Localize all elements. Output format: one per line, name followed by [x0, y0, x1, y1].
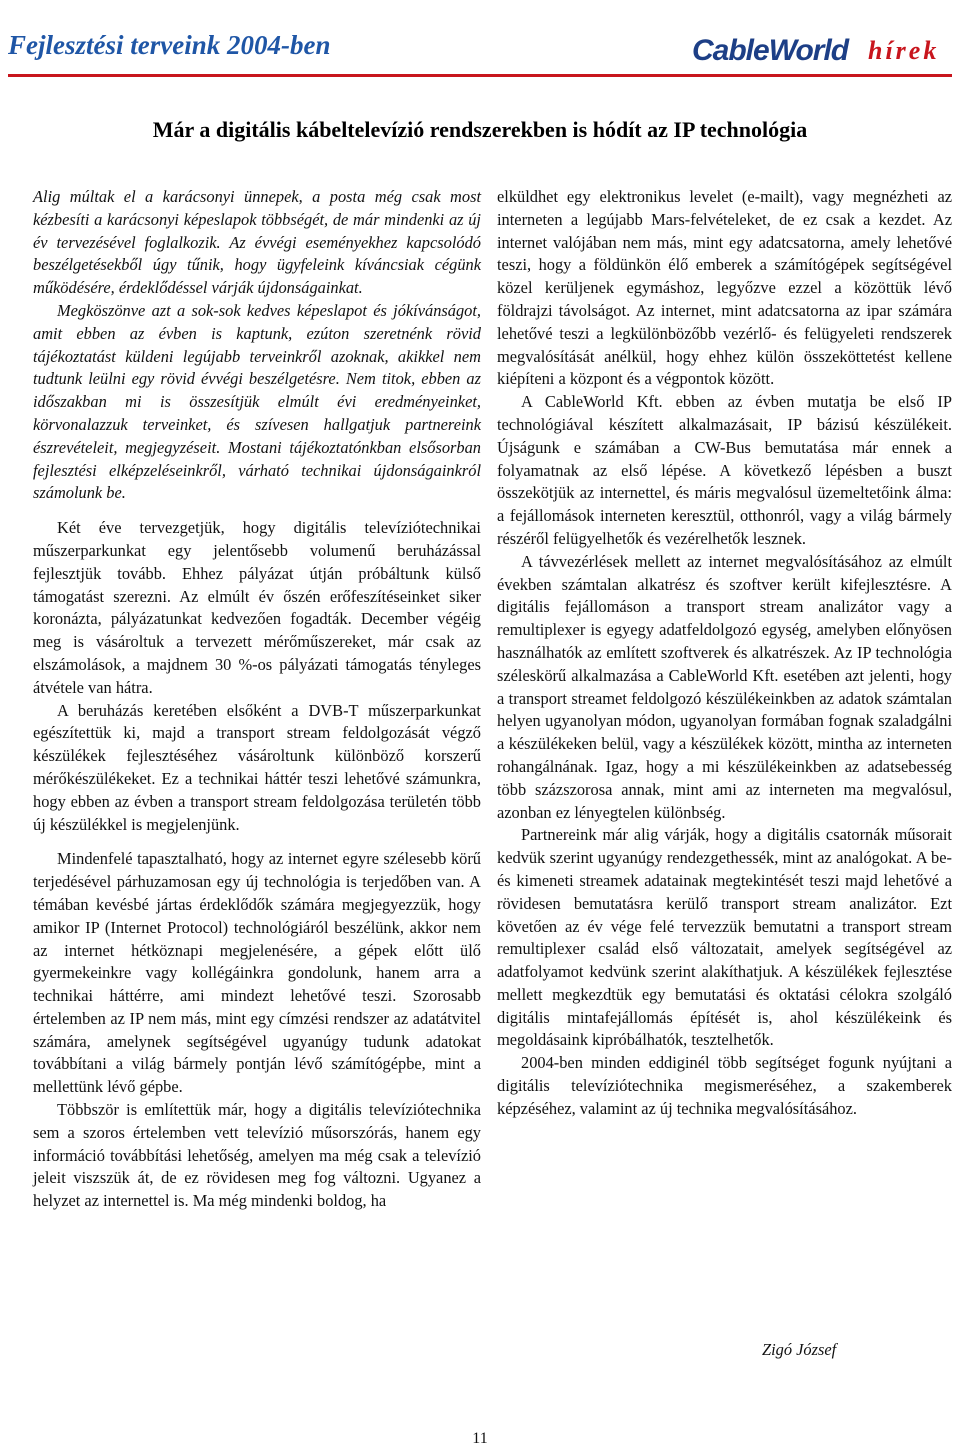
- article-title: Már a digitális kábeltelevízió rendszerekben is hódít az IP technológia: [152, 117, 808, 142]
- body-paragraph: Két éve tervezgetjük, hogy digitális televíziótechnikai műszerparkunkat egy jelentősebb volumenű beruházással fejlesztjük tovább. Ehhez pályázat útján próbáltunk külső támogatást szerezni. Az elmúlt év őszén erőfeszítéseinket siker koronázta, pályázatunkat kedvezően fogadták. December végéig meg is vásároltuk a tervezett mérőműszereket, már csak az elszámolások, a majdnem 30 %-os pályázati támogatás tényleges átvétele van hátra.: [33, 518, 481, 697]
- logo-news: hírek: [868, 36, 940, 65]
- left-column: [33, 186, 481, 1213]
- header-title: Fejlesztési terveink 2004-ben: [8, 30, 331, 60]
- body-paragraph: Többször is említettük már, hogy a digitális televíziótechnika sem a szoros értelemben vett televízió műsorszórás, hanem egy információ továbbítási lehetőség, amelyen ma még csak a televízió jeleit viszszük át, de ez rövidesen meg fog változni. Ugyanez a helyzet az internettel is. Ma még mindenki boldog, ha: [33, 1100, 481, 1211]
- logo-brand: CableWorld: [692, 34, 849, 67]
- body-paragraph: A távvezérlések mellett az internet megvalósításához az elmúlt években számtalan alkatrész és szoftver került kifejlesztésre. A digitális fejállomáson a transport stream analizátor vagy a remultiplexer is egyegy adatfeldolgozó egység, amelyben előnyösen használhatók az említett szoftverek és alkatrészek. Az IP technológia széleskörű alkalmazása a CableWorld Kft. esetében azt jelenti, hogy a transport streamet feldolgozó készülékeinkben az adatok számtalan helyen ugyanolyan módon, ugyanolyan formában fognak szaladgálni a készülékeken belül, vagy a készülékek között, mintha az interneten rohangálnának. Igaz, hogy a mi készülékeinkben az adatsebesség több százszorosa annak, mint ami az interneten ma megvalósul, azonban ez lényegtelen különbség.: [497, 551, 952, 822]
- body-paragraph: Mindenfelé tapasztalható, hogy az internet egyre szélesebb körű terjedésével párhuzamosan egy új technológia is terjedőben van. A témában kevésbé jártas érdeklődők számára megjegyezzük, hogy amikor IP (Internet Protocol) technológiáról beszélünk, akkor nem az internet hétköznapi megjelenésére, a gépek előtt ülő gyermekeinkre vagy kollégáinkra gondolunk, hanem arra a technikai háttérre, ami mindezt lehetővé teszi. Szorosabb értelemben az IP nem más, mint egy címzési rendszer az adatátvitel számára, amelynek segítségével ugyanúgy tudunk adatokat továbbítani a világ bármely pontján lévő számítógépbe, mint a mellettünk lévő gépbe.: [33, 849, 481, 1097]
- right-column: [497, 186, 952, 1121]
- body-paragraph: A CableWorld Kft. ebben az évben mutatja be első IP technológiával készített alkalmazásait, IP bázisú készülékeit. Újságunk e számában a CW-Bus bemutatása már ennek a folyamatnak az első lépése. A következő lépésben a buszt összekötjük az internettel, és máris megvalósul üzemeltetőink álma: a fejállomások interneten keresztül, otthonról, vagy a világ bármely részéről felügyelhetők és vezérelhetők lesznek.: [497, 392, 952, 548]
- body-paragraph: A beruházás keretében elsőként a DVB-T műszerparkunkat egészítettük ki, majd a transport stream feldolgozását végző készülékek fejlesztéséhez vásároltunk különböző korszerű mérőkészülékeket. Ez a technikai háttér teszi lehetővé számunkra, hogy ebben az évben a transport stream feldolgozása területén több új készülékkel is megjelenjünk.: [33, 700, 481, 834]
- intro-paragraph-2: Megköszönve azt a sok-sok kedves képeslapot és jókívánságot, amit ebben az évben is kaptunk, ezúton szeretnénk rövid tájékoztatást küldeni legújabb terveinkről azoknak, akikkel nem tudtunk leülni egy rövid évvégi beszélgetésre. Nem titok, ebben az időszakban mi is összesítjük elmúlt évi eredményeinket, körvonalazzuk terveinket, és szívesen hallgatjuk partnereink észrevételeit, megjegyzéseit. Mostani tájékoztatónkban elsősorban fejlesztési elképzeléseinkről, várható technikai újdonságainkról számolunk be.: [33, 300, 481, 503]
- intro-paragraph-1: Alig múltak el a karácsonyi ünnepek, a posta még csak most kézbesíti a karácsonyi képeslapok többségét, de már mindenki az új év tervezésével foglalkozik. Az évvégi eseményekhez kapcsolódó beszélgetésekből úgy tűnik, hogy ügyfeleink kíváncsiak cégünk működésére, érdeklődéssel várják újdonságainkat.: [33, 187, 481, 298]
- header-rule: [8, 74, 952, 77]
- body-paragraph: Partnereink már alig várják, hogy a digitális csatornák műsorait kedvük szerint ugyanúgy rendezgethessék, mint az analógokat. A be- és kimeneti streamek adatainak megtekintését teszi majd lehetővé a rövidesen bemutatásra kerülő transport stream analizátor. Ezt követően az év vége felé tervezzük bemutatni a transport stream remultiplexer család első változatait, amelyek segítségével az adatfolyamot kedvünk szerint alakíthatjuk. A készülékek fejlesztése mellett megkezdtük egy bemutatási és oktatási célokra szolgáló digitális mintafejállomás építését is, ahol készülékeink és megoldásaink kipróbálhatók, tesztelhetők.: [497, 825, 952, 1050]
- body-paragraph: elküldhet egy elektronikus levelet (e-mailt), vagy megnézheti az interneten a legújabb Mars-felvételeket, de ez csak a kezdet. Az internet valójában nem más, mint egy adatcsatorna, amely lehetővé teszi, hogy a földünkön élő emberek a számítógépek segítségével közel kerüljenek egymáshoz, legyőzve ezzel a közöttük lévő földrajzi távolságot. Az internet, mint adatcsatorna az ipar számára lehetővé teszi a legkülönbözőbb vezérlő- és felügyeleti rendszerek megvalósítását anélkül, hogy ehhez külön összeköttetést kellene kiépíteni a központ és a végpontok között.: [497, 187, 952, 389]
- body-paragraph: 2004-ben minden eddiginél több segítséget fogunk nyújtani a digitális televíziótechnika megismeréséhez, a szakemberek képzéséhez, valamint az új technika megvalósításához.: [497, 1053, 952, 1118]
- page-header: [0, 0, 960, 82]
- page-number: 11: [472, 1430, 488, 1447]
- author-signature: Zigó József: [762, 1340, 837, 1359]
